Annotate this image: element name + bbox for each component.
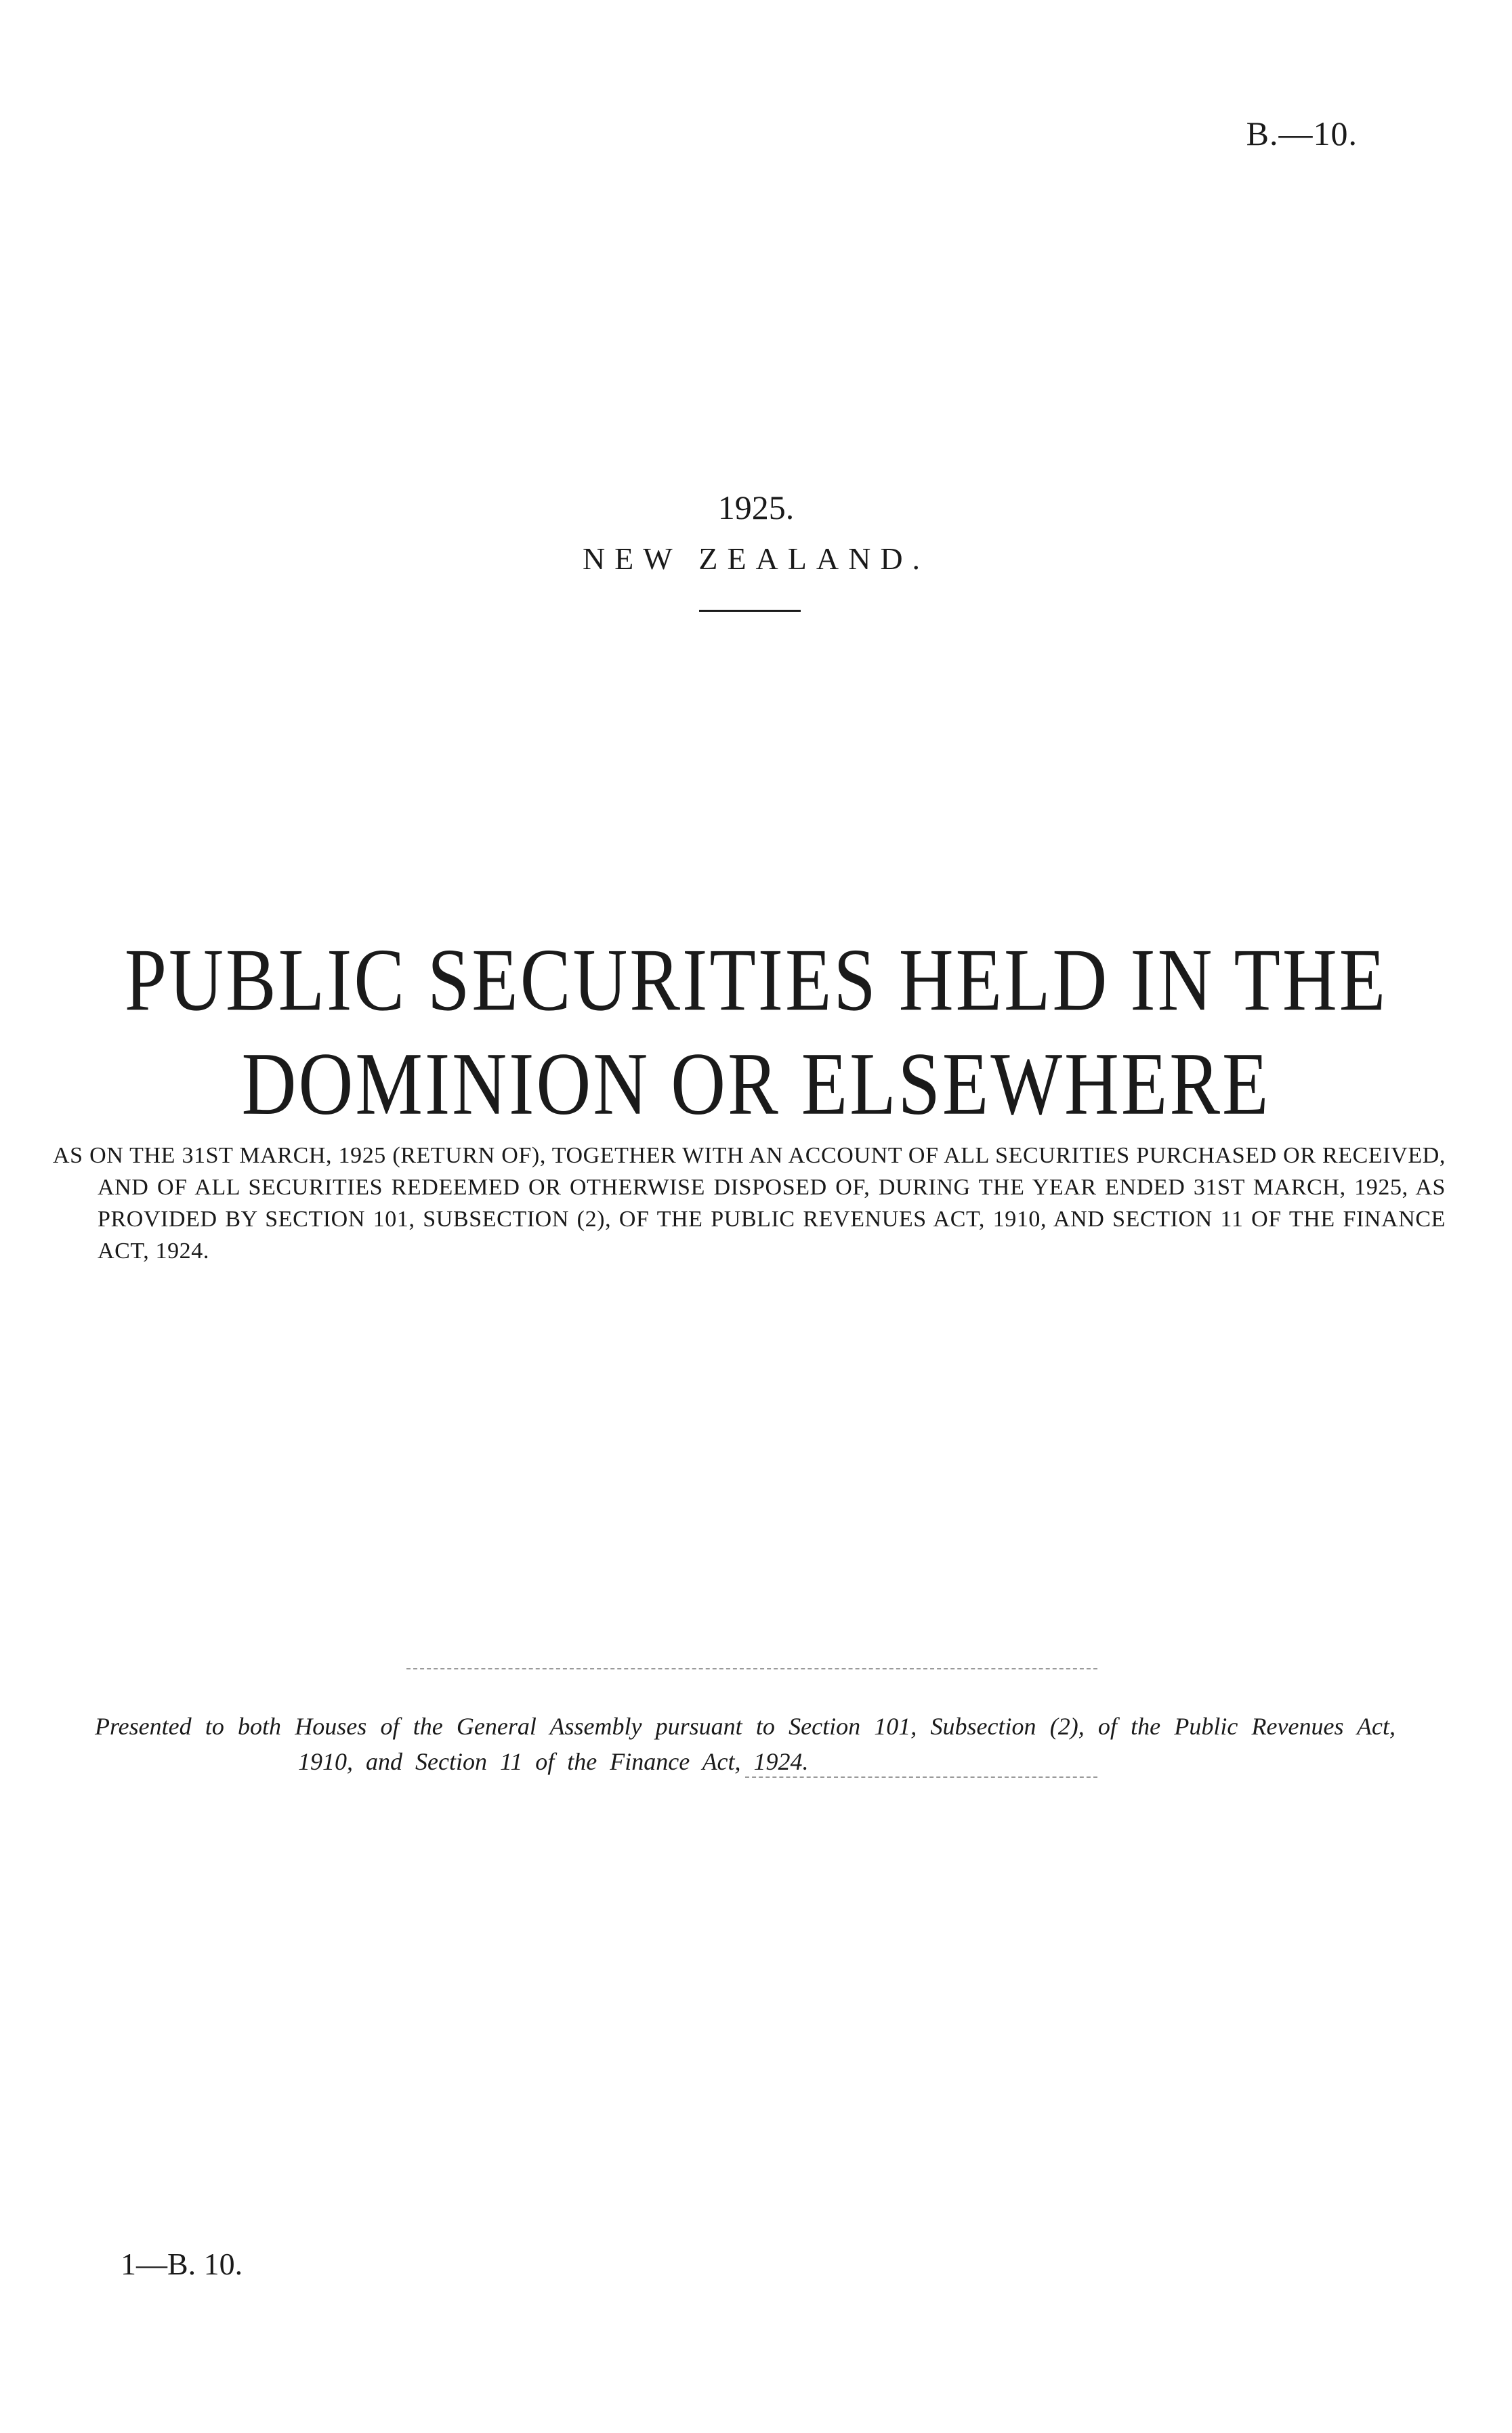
document-subtitle: AS ON THE 31ST MARCH, 1925 (RETURN OF), TOGETHER WITH AN ACCOUNT OF ALL SECURITIES PURCHASED OR RECEIVED, AND OF ALL SECURITIES REDEEMED OR OTHERWISE DISPOSED OF, DURING THE YEAR ENDED 31ST MARCH, 1925, AS PROVIDED BY SECTION 101, SUBSECTION (2), OF THE PUBLIC REVENUES ACT, 1910, AND SECTION 11 OF THE FINANCE ACT, 1924. — [53, 1143, 1446, 1264]
sheet-reference: 1—B. 10. — [121, 2247, 243, 2281]
page-reference: B.—10. — [1246, 115, 1358, 152]
document-title: PUBLIC SECURITIES HELD IN THE DOMINION OR ELSEWHERE — [124, 930, 1388, 1134]
dashed-rule-top — [406, 1668, 1097, 1671]
year-heading: 1925. — [717, 488, 795, 526]
presentation-note: Presented to both Houses of the General Assembly pursuant to Section 101, Subsection (2), of the Public Revenues Act, 1910, and Section 11 of the Finance Act, 1924. — [95, 1713, 1395, 1775]
dashed-rule-bottom — [745, 1776, 1097, 1779]
heading-divider — [699, 610, 801, 612]
country-heading: NEW ZEALAND. — [582, 541, 930, 576]
